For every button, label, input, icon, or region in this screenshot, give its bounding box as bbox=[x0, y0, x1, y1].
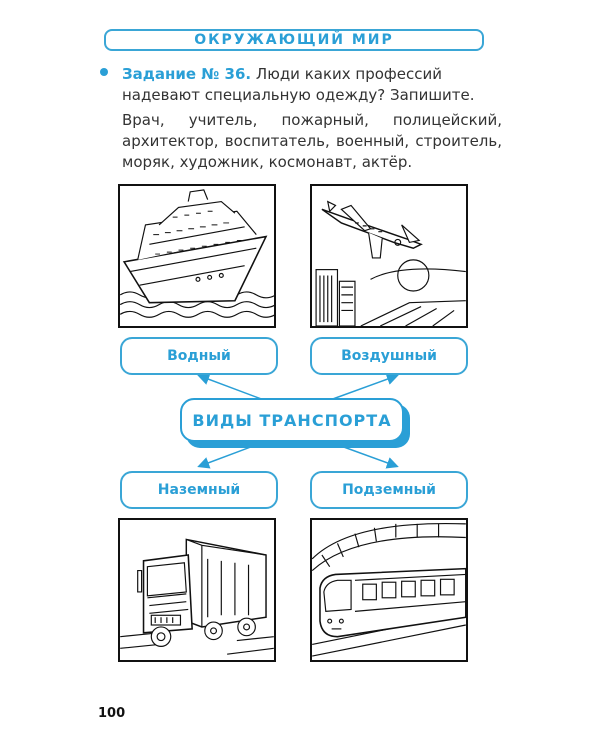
page-number: 100 bbox=[98, 706, 126, 721]
airplane-icon bbox=[310, 184, 468, 328]
category-ground: Наземный bbox=[120, 471, 278, 509]
category-water: Водный bbox=[120, 337, 278, 375]
task-question bbox=[122, 64, 502, 106]
category-underground: Подземный bbox=[310, 471, 468, 509]
answer-text: Врач, учитель, пожарный, полицейский, архитектор, воспитатель, военный, строитель, моряк, художник, космонавт, актёр. bbox=[122, 111, 502, 171]
central-title: ВИДЫ ТРАНСПОРТА bbox=[180, 398, 404, 442]
task-text: Люди каких профессий надевают специальную одежду? Запишите. bbox=[122, 65, 475, 104]
section-header bbox=[104, 29, 484, 51]
bullet-icon bbox=[100, 68, 108, 76]
task-label: Задание № 36. bbox=[122, 65, 252, 83]
section-title: ОКРУЖАЮЩИЙ МИР bbox=[194, 32, 394, 48]
category-air: Воздушный bbox=[310, 337, 468, 375]
truck-icon bbox=[118, 518, 276, 662]
ship-icon bbox=[118, 184, 276, 328]
metro-train-icon bbox=[310, 518, 468, 662]
